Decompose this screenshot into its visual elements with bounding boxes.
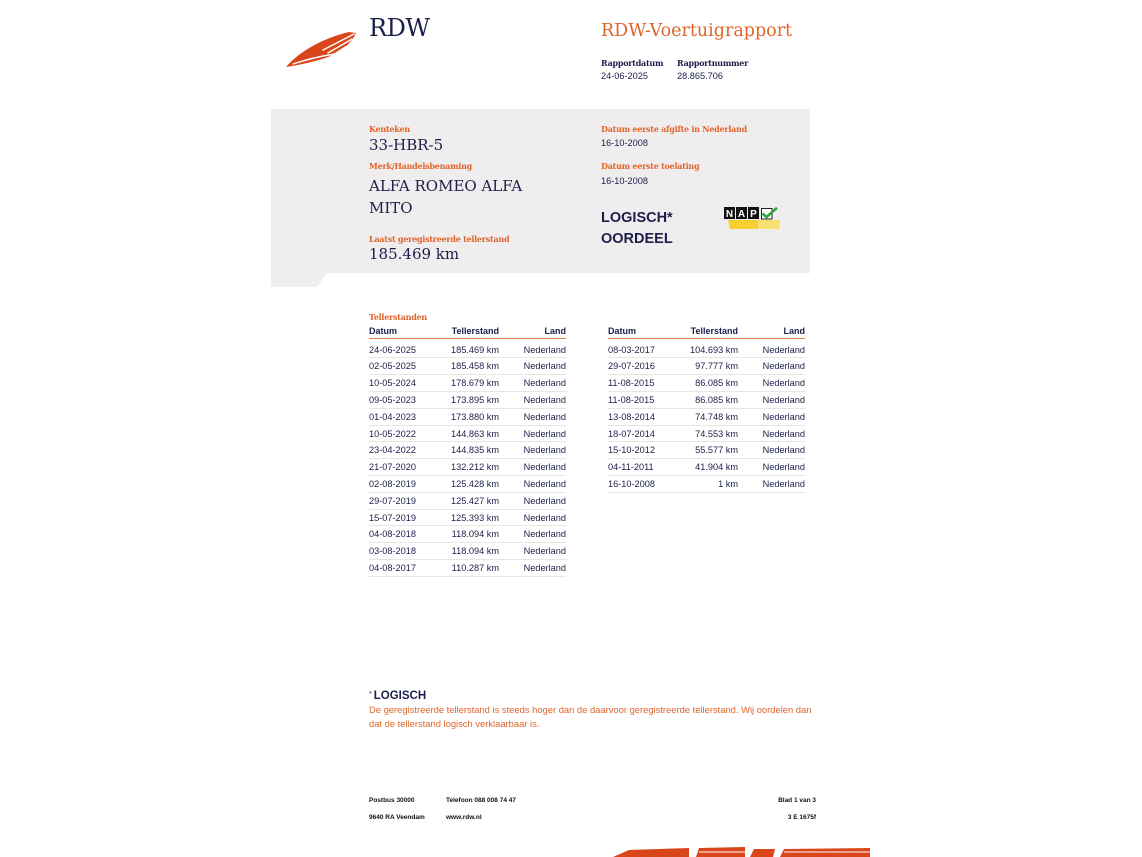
column-header-reading: Tellerstand — [690, 326, 738, 336]
cell-date: 16-10-2008 — [608, 478, 655, 489]
nap-letter: P — [750, 209, 757, 220]
cell-country: Nederland — [523, 512, 566, 523]
footer-address-line1: Postbus 30000 — [369, 797, 415, 804]
cell-country: Nederland — [762, 428, 805, 439]
cell-date: 11-08-2015 — [608, 378, 655, 389]
cell-reading: 125.393 km — [450, 512, 499, 523]
last-odometer-label: Laatst geregistreerde tellerstand — [369, 234, 510, 244]
cell-country: Nederland — [523, 394, 566, 405]
cell-reading: 74.553 km — [695, 428, 738, 439]
cell-reading: 55.577 km — [695, 445, 738, 456]
cell-reading: 125.428 km — [450, 478, 499, 489]
cell-reading: 41.904 km — [695, 462, 738, 473]
cell-country: Nederland — [523, 428, 566, 439]
cell-date: 29-07-2016 — [608, 361, 655, 372]
cell-date: 10-05-2022 — [369, 428, 416, 439]
table-row — [369, 442, 566, 459]
cell-date: 09-05-2023 — [369, 394, 416, 405]
cell-country: Nederland — [523, 344, 566, 355]
cell-country: Nederland — [523, 361, 566, 372]
cell-reading: 1 km — [718, 478, 738, 489]
report-title: RDW-Voertuigrapport — [601, 21, 793, 41]
registration-label: Kenteken — [369, 124, 410, 134]
table-row — [608, 442, 805, 459]
cell-date: 11-08-2015 — [608, 394, 655, 405]
table-row — [369, 493, 566, 510]
make-value: ALFA ROMEO ALFA MITO — [369, 177, 523, 217]
cell-reading: 86.085 km — [695, 394, 738, 405]
cell-country: Nederland — [762, 394, 805, 405]
cell-date: 15-07-2019 — [369, 512, 416, 523]
table-row — [369, 459, 566, 476]
cell-date: 04-08-2017 — [369, 562, 416, 573]
cell-country: Nederland — [523, 478, 566, 489]
table-row — [608, 409, 805, 426]
cell-country: Nederland — [762, 462, 805, 473]
nap-letter: A — [737, 209, 746, 220]
cell-date: 03-08-2018 — [369, 546, 416, 557]
cell-reading: 110.287 km — [451, 562, 499, 573]
first-admission-label: Datum eerste toelating — [601, 161, 700, 171]
cell-country: Nederland — [762, 361, 805, 372]
cell-date: 04-08-2018 — [369, 529, 416, 540]
footer-document-code: 3 E 1675f — [787, 814, 816, 821]
cell-date: 04-11-2011 — [608, 462, 654, 473]
cell-reading: 173.880 km — [450, 411, 499, 422]
table-row — [608, 392, 805, 409]
table-row — [369, 426, 566, 443]
cell-reading: 178.679 km — [450, 378, 499, 389]
table-row — [369, 392, 566, 409]
cell-country: Nederland — [762, 445, 805, 456]
table-row — [369, 543, 566, 560]
cell-date: 02-08-2019 — [369, 478, 416, 489]
cell-date: 10-05-2024 — [369, 378, 416, 389]
cell-date: 02-05-2025 — [369, 361, 416, 372]
cell-date: 15-10-2012 — [608, 445, 655, 456]
cell-country: Nederland — [523, 495, 566, 506]
cell-reading: 185.469 km — [450, 344, 499, 355]
table-row — [608, 476, 805, 493]
report-number: 28.865.706 — [677, 71, 723, 81]
verdict-note-title: LOGISCH — [373, 690, 427, 702]
column-header-country: Land — [783, 326, 805, 336]
footer-address-line2: 9640 RA Veendam — [369, 814, 425, 821]
report-number-label: Rapportnummer — [677, 58, 749, 68]
cell-date: 21-07-2020 — [369, 462, 416, 473]
cell-country: Nederland — [523, 411, 566, 422]
cell-reading: 173.895 km — [450, 394, 499, 405]
column-header-date: Datum — [369, 326, 398, 336]
verdict-note-text: De geregistreerde tellerstand is steeds hoger dan de daarvoor geregistreerde tellerstand. Wij oordelen dan dat de tellerstand logisch verklaarbaar is. — [369, 704, 812, 729]
table-row — [369, 342, 566, 359]
cell-country: Nederland — [762, 411, 805, 422]
table-row — [608, 375, 805, 392]
cell-date: 24-06-2025 — [369, 344, 416, 355]
cell-reading: 144.863 km — [450, 428, 499, 439]
cell-reading: 86.085 km — [695, 378, 738, 389]
cell-country: Nederland — [523, 529, 566, 540]
cell-country: Nederland — [762, 378, 805, 389]
cell-country: Nederland — [523, 378, 566, 389]
cell-country: Nederland — [762, 344, 805, 355]
cell-reading: 104.693 km — [689, 344, 738, 355]
brand-name: RDW — [369, 14, 430, 42]
first-issue-value: 16-10-2008 — [601, 138, 648, 148]
cell-reading: 185.458 km — [450, 361, 499, 372]
table-row — [369, 409, 566, 426]
cell-country: Nederland — [523, 546, 566, 557]
footer-page-number: Blad 1 van 3 — [778, 797, 816, 804]
footer-website: www.rdw.nl — [446, 814, 482, 821]
cell-date: 23-04-2022 — [369, 445, 416, 456]
nap-letter: N — [725, 209, 734, 220]
odometer-table-left — [369, 326, 566, 577]
registration-value: 33-HBR-5 — [369, 136, 444, 154]
cell-date: 18-07-2014 — [608, 428, 655, 439]
column-header-reading: Tellerstand — [451, 326, 499, 336]
cell-date: 29-07-2019 — [369, 495, 416, 506]
table-row — [608, 342, 805, 359]
first-issue-label: Datum eerste afgifte in Nederland — [601, 124, 747, 134]
cell-reading: 74.748 km — [695, 411, 738, 422]
column-header-country: Land — [544, 326, 566, 336]
table-row — [608, 358, 805, 375]
table-header — [608, 326, 805, 339]
cell-country: Nederland — [762, 478, 805, 489]
first-admission-value: 16-10-2008 — [601, 176, 648, 186]
table-row — [369, 358, 566, 375]
last-odometer-value: 185.469 km — [369, 245, 460, 263]
table-row — [369, 526, 566, 543]
cell-reading: 97.777 km — [695, 361, 738, 372]
table-row — [369, 560, 566, 577]
cell-country: Nederland — [523, 462, 566, 473]
footer-phone: Telefoon 088 008 74 47 — [446, 797, 516, 804]
table-row — [369, 375, 566, 392]
verdict-note-marker: * — [369, 691, 372, 698]
cell-reading: 132.212 km — [450, 462, 499, 473]
column-header-date: Datum — [608, 326, 637, 336]
verdict-label: LOGISCH* OORDEEL — [601, 210, 673, 247]
cell-country: Nederland — [523, 445, 566, 456]
rdw-feather-logo-icon — [283, 28, 359, 70]
table-row — [369, 510, 566, 527]
cell-reading: 125.427 km — [450, 495, 499, 506]
cell-reading: 144.835 km — [450, 445, 499, 456]
cell-reading: 118.094 km — [451, 546, 499, 557]
table-row — [608, 459, 805, 476]
table-row — [608, 426, 805, 443]
odometer-section-title: Tellerstanden — [369, 312, 427, 322]
table-row — [369, 476, 566, 493]
table-body — [608, 339, 805, 493]
nap-logo-icon — [724, 207, 780, 230]
table-header — [369, 326, 566, 339]
cell-country: Nederland — [523, 562, 566, 573]
cell-date: 08-03-2017 — [608, 344, 655, 355]
verdict-note — [369, 687, 426, 703]
cell-date: 01-04-2023 — [369, 411, 416, 422]
footer-stripes-decoration — [613, 847, 871, 857]
cell-reading: 118.094 km — [451, 529, 499, 540]
make-label: Merk/Handelsbenaming — [369, 161, 473, 171]
table-body — [369, 339, 566, 577]
cell-date: 13-08-2014 — [608, 411, 655, 422]
report-date-label: Rapportdatum — [601, 58, 664, 68]
odometer-table-right — [608, 326, 805, 493]
report-date: 24-06-2025 — [601, 71, 648, 81]
